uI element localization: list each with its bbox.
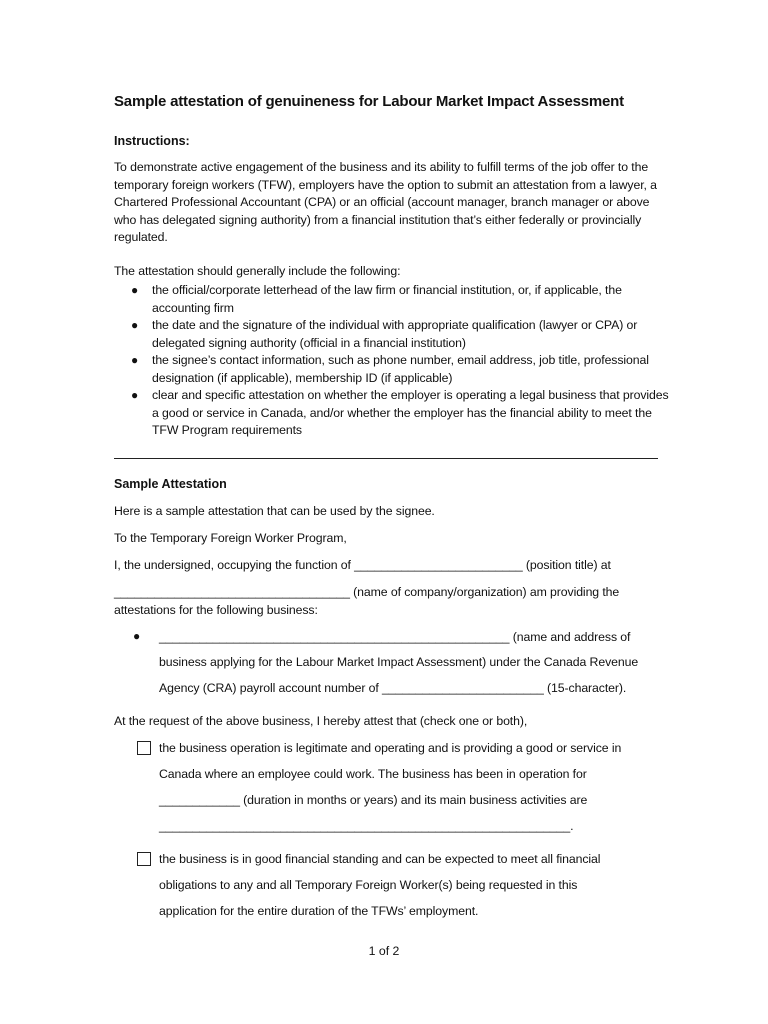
list-item	[114, 317, 674, 352]
list-item-text: the signee’s contact information, such as phone number, email address, job title, professional designation (if applicable), membership ID (if applicable)	[152, 353, 649, 385]
attestation-line-company: ___________________________________ (name of company/organization) am providing the	[114, 585, 620, 599]
bullet-icon: ●	[131, 318, 139, 332]
instructions-paragraph: To demonstrate active engagement of the business and its ability to fulfill terms of the job offer to the temporary foreign workers (TFW), employers have the option to submit an attestation from a lawyer, a Chartered Professional Accountant (CPA) or an official (account manager, branch manager or above who has delegated signing authority) from a financial institution that’s either federally or provincially regulated.	[114, 160, 657, 244]
option1-line4: _____________________________________________________________.	[159, 819, 574, 833]
option1-line2: Canada where an employee could work. The business has been in operation for	[159, 767, 587, 781]
salutation: To the Temporary Foreign Worker Program,	[114, 531, 347, 545]
sample-attestation-heading: Sample Attestation	[114, 477, 227, 491]
attestation-line-business: attestations for the following business:	[114, 603, 318, 617]
option1-line3: ____________ (duration in months or years) and its main business activities are	[159, 793, 588, 807]
legitimate-business-checkbox[interactable]	[137, 741, 151, 755]
cra-account-line: Agency (CRA) payroll account number of ________________________ (15-character).	[159, 681, 627, 695]
instructions-heading: Instructions:	[114, 134, 190, 148]
financial-standing-checkbox[interactable]	[137, 852, 151, 866]
attestation-line-position: I, the undersigned, occupying the function of _________________________ (position title) at	[114, 558, 611, 572]
request-line: At the request of the above business, I hereby attest that (check one or both),	[114, 714, 528, 728]
requirements-list	[114, 282, 674, 440]
bullet-icon: ●	[131, 353, 139, 367]
sample-intro: Here is a sample attestation that can be used by the signee.	[114, 504, 435, 518]
list-intro: The attestation should generally include the following:	[114, 264, 401, 278]
bullet-icon: ●	[131, 283, 139, 297]
option2-line2: obligations to any and all Temporary Foreign Worker(s) being requested in this	[159, 878, 578, 892]
bullet-icon: ●	[131, 388, 139, 402]
business-name-line: ____________________________________________________ (name and address of	[159, 630, 631, 644]
option1-line1: the business operation is legitimate and operating and is providing a good or service in	[159, 741, 622, 755]
list-item-text: the official/corporate letterhead of the law firm or financial institution, or, if applicable, the accounting firm	[152, 283, 622, 315]
page-number: 1 of 2	[368, 944, 400, 958]
list-item-text: clear and specific attestation on whether the employer is operating a legal business that provides a good or service in Canada, and/or whether the employer has the financial ability to meet the TFW Program requirements	[152, 388, 669, 437]
option2-line3: application for the entire duration of the TFWs’ employment.	[159, 904, 479, 918]
list-item	[114, 387, 674, 440]
business-lmia-line: business applying for the Labour Market Impact Assessment) under the Canada Revenue	[159, 655, 639, 669]
list-item-text: the date and the signature of the individual with appropriate qualification (lawyer or CPA) or delegated signing authority (official in a financial institution)	[152, 318, 638, 350]
section-divider	[114, 458, 658, 459]
list-item	[114, 282, 674, 317]
list-item	[114, 352, 674, 387]
bullet-icon: ●	[133, 629, 141, 643]
option2-line1: the business is in good financial standing and can be expected to meet all financial	[159, 852, 601, 866]
document-title: Sample attestation of genuineness for Labour Market Impact Assessment	[114, 93, 624, 110]
